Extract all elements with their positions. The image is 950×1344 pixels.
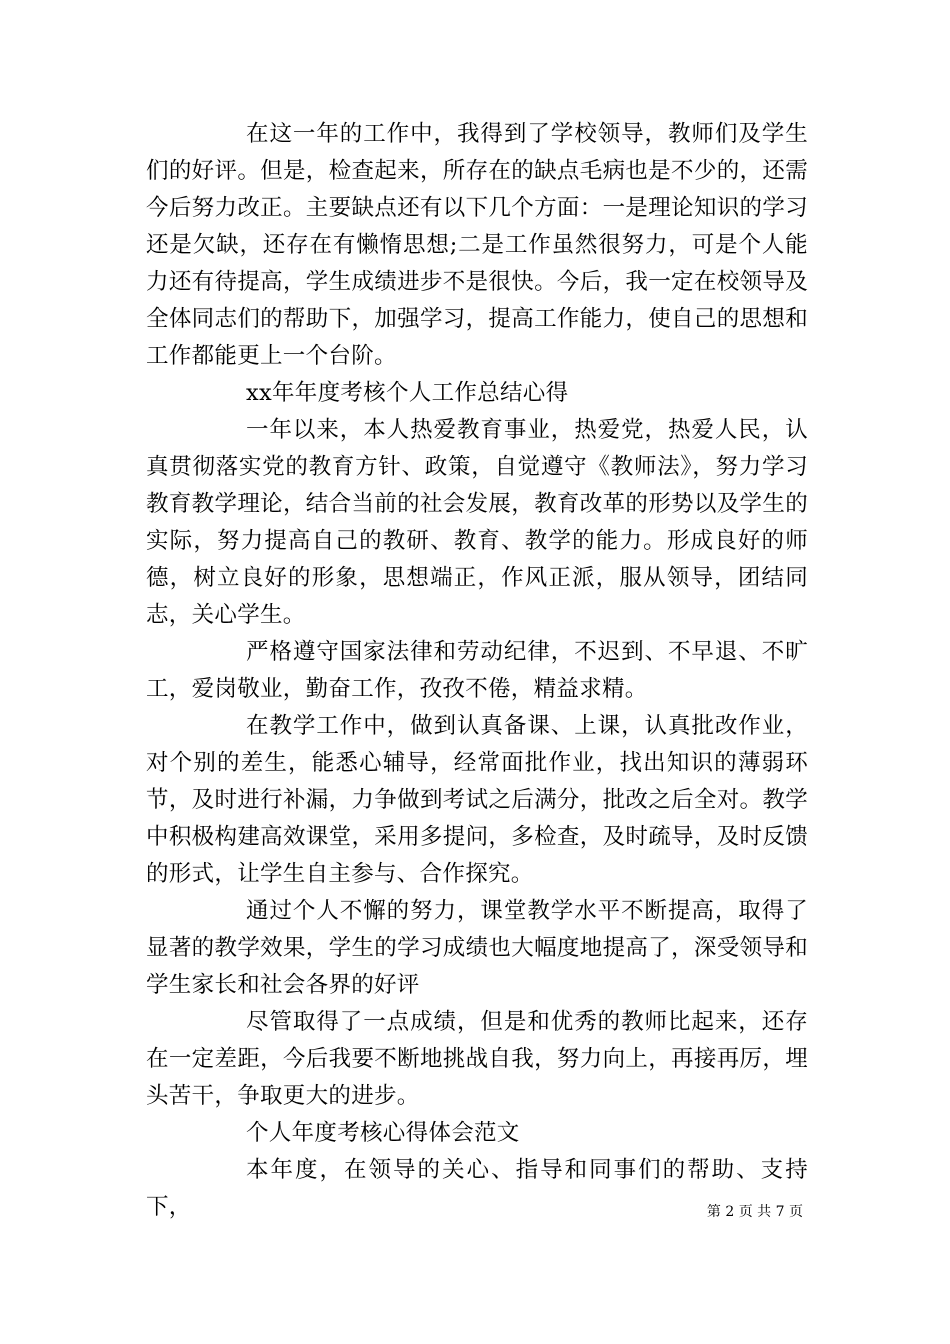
- paragraph-teaching-work: 在教学工作中，做到认真备课、上课，认真批改作业，对个别的差生，能悉心辅导，经常面批作业，找出知识的薄弱环节，及时进行补漏，力争做到考试之后满分，批改之后全对。教学中积极构建高效课堂，采用多提问，多检查，及时疏导，及时反馈的形式，让学生自主参与、合作探究。: [146, 713, 808, 887]
- paragraph-results: 通过个人不懈的努力，课堂教学水平不断提高，取得了显著的教学效果，学生的学习成绩也大幅度地提高了，深受领导和学生家长和社会各界的好评: [146, 898, 808, 998]
- paragraph-dedication: 一年以来，本人热爱教育事业，热爱党，热爱人民，认真贯彻落实党的教育方针、政策，自觉遵守《教师法》，努力学习教育教学理论，结合当前的社会发展，教育改革的形势以及学生的实际，努力提高自己的教研、教育、教学的能力。形成良好的师德，树立良好的形象，思想端正，作风正派，服从领导，团结同志，关心学生。: [146, 417, 808, 628]
- paragraph-improvement: 尽管取得了一点成绩，但是和优秀的教师比起来，还存在一定差距，今后我要不断地挑战自我，努力向上，再接再厉，埋头苦干，争取更大的进步。: [146, 1009, 808, 1109]
- page-number-footer: 第 2 页 共 7 页: [706, 1204, 803, 1220]
- paragraph-this-year: 本年度，在领导的关心、指导和同事们的帮助、支持下，: [146, 1157, 808, 1220]
- paragraph-discipline: 严格遵守国家法律和劳动纪律，不迟到、不早退、不旷工，爱岗敬业，勤奋工作，孜孜不倦，精益求精。: [146, 639, 808, 702]
- section-heading-annual-summary: xx年年度考核个人工作总结心得: [246, 380, 569, 406]
- document-body: [146, 116, 808, 1226]
- paragraph-self-assessment: 在这一年的工作中，我得到了学校领导，教师们及学生们的好评。但是，检查起来，所存在的缺点毛病也是不少的，还需今后努力改正。主要缺点还有以下几个方面：一是理论知识的学习还是欠缺，还存在有懒惰思想;二是工作虽然很努力，可是个人能力还有待提高，学生成绩进步不是很快。今后，我一定在校领导及全体同志们的帮助下，加强学习，提高工作能力，使自己的思想和工作都能更上一个台阶。: [146, 121, 808, 369]
- section-heading-annual-review-essay: 个人年度考核心得体会范文: [246, 1120, 520, 1146]
